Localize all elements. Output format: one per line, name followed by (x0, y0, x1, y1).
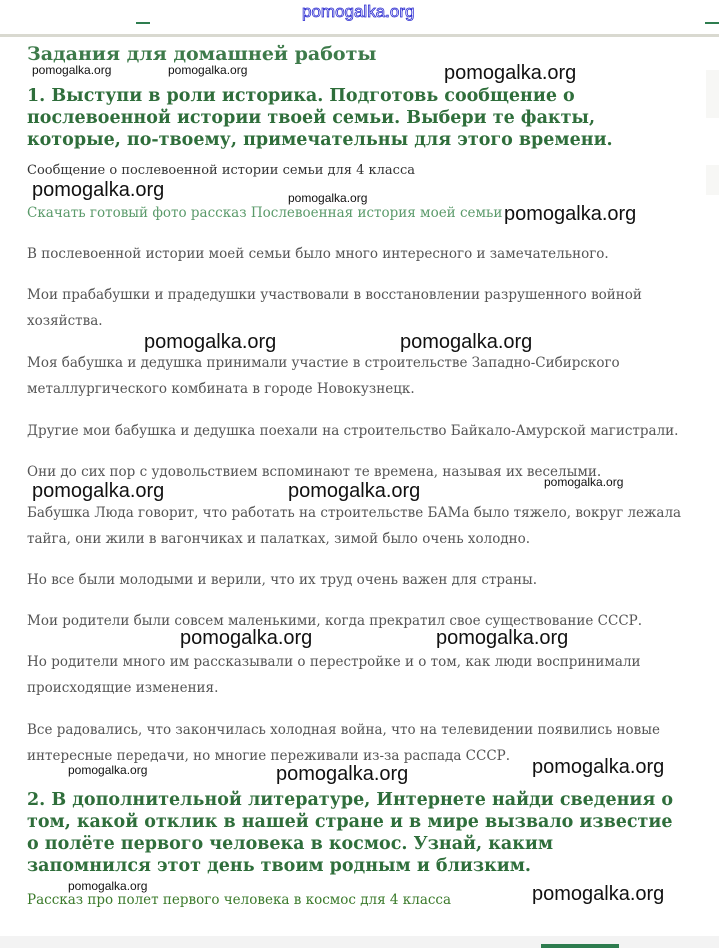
watermark: pomogalka.org (444, 62, 577, 84)
sidebar-block (706, 70, 719, 118)
top-bar (0, 0, 719, 37)
watermark: pomogalka.org (144, 331, 277, 353)
watermark: pomogalka.org (436, 627, 569, 649)
paragraph: Мои прабабушки и прадедушки участвовали в восстановлении разрушенного войной хозяйства. (27, 287, 642, 329)
download-link[interactable]: Скачать готовый фото рассказ Послевоенная история моей семьи (27, 205, 503, 221)
paragraph: Все радовались, что закончилась холодная война, что на телевидении появились новые интересные передачи, но многие переживали из-за распада СССР. (27, 722, 660, 764)
paragraph: В послевоенной истории моей семьи было много интересного и замечательного. (27, 246, 609, 262)
page-title: Задания для домашней работы (27, 43, 377, 65)
task1-subtitle: Сообщение о послевоенной истории семьи для 4 класса (27, 163, 415, 178)
watermark: pomogalka.org (68, 879, 148, 893)
paragraph: Они до сих пор с удовольствием вспоминают те времена, называя их веселыми. (27, 464, 602, 480)
watermark: pomogalka.org (276, 763, 409, 785)
watermark: pomogalka.org (544, 475, 624, 489)
paragraph: Другие мои бабушка и дедушка поехали на строительство Байкало-Амурской магистрали. (27, 423, 679, 439)
footer-button[interactable] (541, 944, 619, 948)
sidebar-block (706, 165, 719, 195)
menu-dash-left[interactable] (136, 22, 150, 24)
task1-title: 1. Выступи в роли историка. Подготовь сообщение о послевоенной истории твоей семьи. Выбери те факты, которые, по-твоему, примечательны для этого времени. (27, 86, 613, 150)
story-link[interactable]: Рассказ про полет первого человека в космос для 4 класса (27, 892, 452, 908)
menu-dash-right[interactable] (705, 22, 719, 24)
watermark: pomogalka.org (400, 331, 533, 353)
watermark: pomogalka.org (32, 480, 165, 502)
watermark: pomogalka.org (168, 63, 248, 77)
watermark: pomogalka.org (68, 763, 148, 777)
paragraph: Мои родители были совсем маленькими, когда прекратил свое существование СССР. (27, 613, 643, 629)
site-logo[interactable]: pomogalka.org (302, 2, 415, 21)
paragraph: Бабушка Люда говорит, что работать на строительстве БАМа было тяжело, вокруг лежала тайга, они жили в вагончиках и палатках, зимой было очень холодно. (27, 505, 682, 547)
paragraph: Моя бабушка и дедушка принимали участие в строительстве Западно-Сибирского металлургического комбината в городе Новокузнецк. (27, 355, 620, 397)
watermark: pomogalka.org (532, 883, 665, 905)
watermark: pomogalka.org (180, 627, 313, 649)
watermark: pomogalka.org (532, 756, 665, 778)
paragraph: Но родители много им рассказывали о перестройке и о том, как люди воспринимали происходящие изменения. (27, 654, 641, 696)
task2-title: 2. В дополнительной литературе, Интернете найди сведения о том, какой отклик в нашей стране и в мире вызвало известие о полёте первого человека в космос. Узнай, каким запомнился этот день твоим родным и близким. (27, 790, 674, 876)
watermark: pomogalka.org (288, 480, 421, 502)
watermark: pomogalka.org (32, 63, 112, 77)
watermark: pomogalka.org (504, 203, 637, 225)
watermark: pomogalka.org (288, 191, 368, 205)
watermark: pomogalka.org (32, 179, 165, 201)
paragraph: Но все были молодыми и верили, что их труд очень важен для страны. (27, 572, 538, 588)
